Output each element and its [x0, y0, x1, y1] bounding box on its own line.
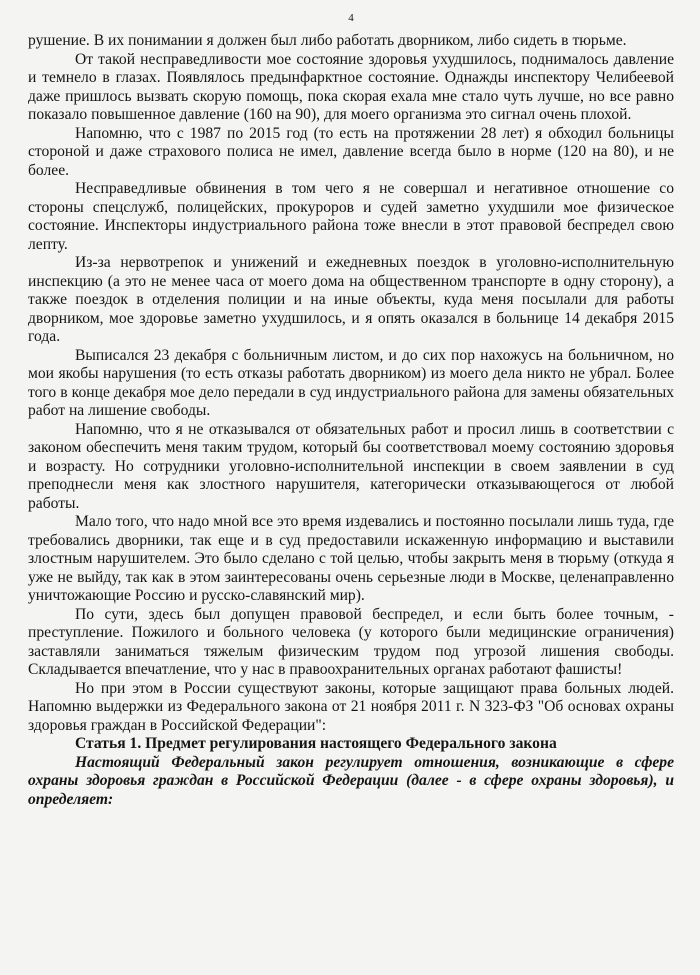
article-heading: Статья 1. Предмет регулирования настоящего Федерального закона — [75, 735, 557, 752]
paragraph-unfair-accusations: Несправедливые обвинения в том чего я не совершал и негативное отношение со стороны спецслужб, полицейских, прокуроров и судей заметно ухудшили мое физическое состояние. Инспекторы индустриального района тоже внесли в этот правовой беспредел свою лепту. — [28, 180, 674, 253]
page-number: 4 — [348, 12, 354, 24]
paragraph-distorted-info: Мало того, что надо мной все это время издевались и постоянно посылали лишь туда, где требовались дворники, так еще и в суд предоставили искаженную информацию и выставили злостным нарушителем. Это было сделано с той целью, чтобы закрыть меня в тюрьму (откуда я уже не выйду, так как в этом заинтересованы очень серьезные люди в Москве, целенаправленно уничтожающие Россию и русско-славянский мир). — [28, 513, 674, 604]
paragraph-health-worsened: От такой несправедливости мое состояние здоровья ухудшилось, поднималось давление и темнело в глазах. Появлялось предынфарктное состояние. Однажды инспектору Челибеевой даже пришлось вызвать скорую помощь, пока скорая ехала мне стало чуть лучше, но все равно показало повышенное давление (160 на 90), для моего организма это сигнал очень плохой. — [28, 50, 674, 123]
paragraph-sick-leave: Выписался 23 декабря с больничным листом, и до сих пор нахожусь на больничном, но мои якобы нарушения (то есть отказы работать дворником) из моего дела никто не убрал. Более того в конце декабря мое дело передали в суд индустриального района для замены обязательных работ на лишение свободы. — [28, 346, 674, 419]
paragraph-hospital: Из-за нервотрепок и унижений и ежедневных поездок в уголовно-исполнительную инспекцию (а это не менее часа от моего дома на общественном транспорте в одну сторону), а также поездок в отделения полиции и на иные объекты, куда меня посылали для работы дворником, мое здоровье заметно ухудшилось, и я опять оказался в больнице 14 декабря 2015 года. — [28, 254, 674, 345]
article-text: Настоящий Федеральный закон регулирует отношения, возникающие в сфере охраны здоровья граждан в Российской Федерации (далее - в сфере охраны здоровья), и определяет: — [28, 753, 674, 808]
paragraph-laws: Но при этом в России существуют законы, которые защищают права больных людей. Напомню выдержки из Федерального закона от 21 ноября 2011 г. N 323-ФЗ "Об основах охраны здоровья граждан в Российской Федерации": — [28, 679, 674, 734]
paragraph-crime: По сути, здесь был допущен правовой беспредел, и если быть более точным, - преступление. Пожилого и больного человека (у которого были медицинские ограничения) заставляли заниматься тяжелым физическим трудом под угрозой лишения свободы. Складывается впечатление, что у нас в правоохранительных органах работают фашисты! — [28, 605, 674, 678]
paragraph-continuation: рушение. В их понимании я должен был либо работать дворником, либо сидеть в тюрьме. — [28, 32, 627, 49]
paragraph-not-refused: Напомню, что я не отказывался от обязательных работ и просил лишь в соответствии с законом обеспечить меня таким трудом, который бы соответствовал моему состоянию здоровья и возрасту. Но сотрудники уголовно-исполнительной инспекции в своем заявлении в суд преподнесли меня как злостного нарушителя, категорически отказывающегося от любой работы. — [28, 420, 674, 512]
paragraph-past-health: Напомню, что с 1987 по 2015 год (то есть на протяжении 28 лет) я обходил больницы стороной и даже страхового полиса не имел, давление всегда было в норме (120 на 80), и не более. — [28, 124, 674, 179]
